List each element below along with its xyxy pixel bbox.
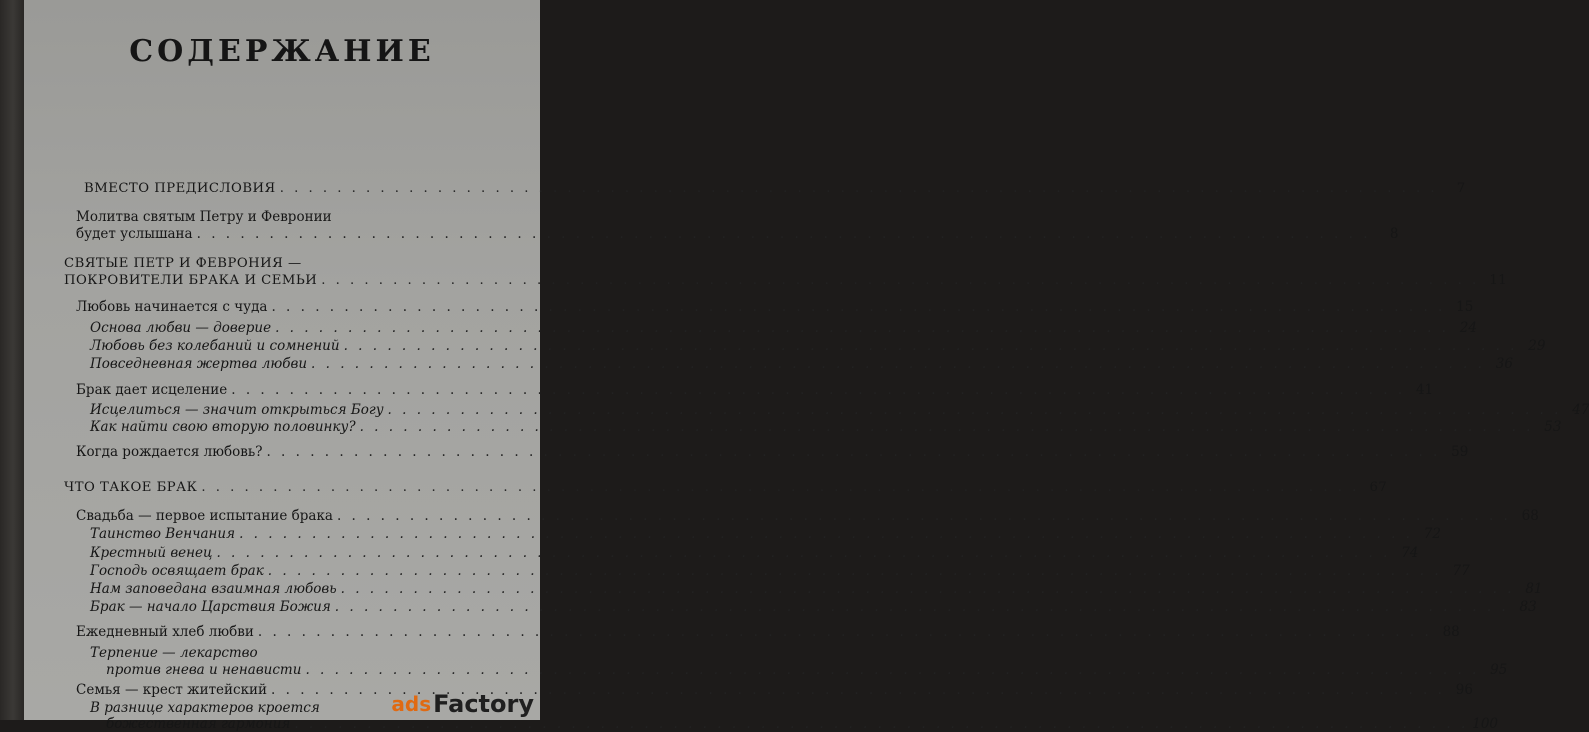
toc-entry bbox=[90, 419, 1562, 435]
toc-leader-dots bbox=[258, 624, 1432, 640]
toc-entry bbox=[106, 716, 1499, 732]
toc-page-number: 72 bbox=[1423, 526, 1441, 542]
toc-entry-label: божественная гармония bbox=[106, 716, 291, 732]
toc-entry bbox=[90, 320, 1477, 336]
toc-page-number: 68 bbox=[1521, 508, 1539, 524]
toc-leader-dots bbox=[294, 716, 1468, 732]
toc-entry bbox=[90, 526, 1441, 542]
toc-entry-label: Свадьба — первое испытание брака bbox=[76, 508, 333, 524]
toc-leader-dots bbox=[275, 320, 1449, 336]
toc-entry-label: ВМЕСТО ПРЕДИСЛОВИЯ bbox=[84, 181, 276, 196]
watermark-factory-text: Factory bbox=[433, 690, 534, 718]
toc-page-number: 53 bbox=[1544, 419, 1562, 435]
toc-entry bbox=[76, 508, 1539, 524]
toc-entry-label: Брак — начало Царствия Божия bbox=[90, 599, 331, 615]
toc-entry-label-line1: В разнице характеров кроется bbox=[90, 700, 320, 716]
toc-page-number: 29 bbox=[1528, 338, 1546, 354]
toc-page-number: 95 bbox=[1490, 662, 1508, 678]
toc-entry bbox=[90, 338, 1546, 354]
toc-page-number: 100 bbox=[1472, 716, 1499, 732]
toc-page-number: 59 bbox=[1451, 444, 1469, 460]
toc-entry-label: Нам заповедана взаимная любовь bbox=[90, 581, 337, 597]
toc-page-number: 24 bbox=[1459, 320, 1477, 336]
toc-entry-label: Таинство Венчания bbox=[90, 526, 236, 542]
toc-page-number: 77 bbox=[1452, 563, 1470, 579]
toc-entry bbox=[90, 581, 1543, 597]
toc-page-number: 41 bbox=[1415, 382, 1434, 398]
toc-entry-label: Брак дает исцеление bbox=[76, 382, 228, 398]
toc-page-number: 8 bbox=[1389, 226, 1399, 242]
toc-page-number: 15 bbox=[1456, 299, 1474, 315]
toc-entry-label: Как найти свою вторую половинку? bbox=[90, 419, 356, 435]
toc-leader-dots bbox=[305, 662, 1479, 678]
toc-entry bbox=[76, 299, 1474, 315]
toc-leader-dots bbox=[388, 402, 1562, 418]
toc-entry-label: ПОКРОВИТЕЛИ БРАКА И СЕМЬИ bbox=[64, 273, 318, 288]
toc-leader-dots bbox=[197, 226, 1371, 242]
toc-entry bbox=[76, 382, 1434, 398]
toc-leader-dots bbox=[341, 581, 1515, 597]
toc-leader-dots bbox=[201, 480, 1359, 495]
toc-entry-label: Повседневная жертва любви bbox=[90, 356, 308, 372]
toc-leader-dots bbox=[360, 419, 1534, 435]
toc-leader-dots bbox=[271, 299, 1445, 315]
toc-entry bbox=[64, 480, 1388, 495]
toc-page-number: 47 bbox=[1572, 402, 1589, 418]
toc-page-number: 67 bbox=[1369, 480, 1388, 495]
toc-entry bbox=[106, 662, 1508, 678]
toc-entry bbox=[76, 624, 1460, 640]
toc-leader-dots bbox=[344, 338, 1518, 354]
toc-entry bbox=[90, 402, 1589, 418]
toc-entry-label: Когда рождается любовь? bbox=[76, 444, 263, 460]
adsfactory-watermark bbox=[391, 690, 534, 718]
watermark-ads-text: ads bbox=[391, 692, 432, 716]
toc-page-number: 83 bbox=[1519, 599, 1537, 615]
toc-entry-label: будет услышана bbox=[76, 226, 193, 242]
toc-entry-label: Господь освящает брак bbox=[90, 563, 264, 579]
book-page bbox=[24, 0, 1589, 732]
toc-entry bbox=[90, 356, 1513, 372]
toc-leader-dots bbox=[311, 356, 1485, 372]
toc-entry bbox=[90, 599, 1537, 615]
toc-entry bbox=[84, 181, 1466, 196]
toc-entry bbox=[64, 273, 1508, 288]
toc-page-number: 96 bbox=[1455, 682, 1473, 698]
toc-entry-label-line1: Молитва святым Петру и Февронии bbox=[76, 209, 332, 225]
toc-page-number: 81 bbox=[1525, 581, 1543, 597]
toc-entry bbox=[76, 444, 1469, 460]
toc-page-number: 7 bbox=[1456, 181, 1466, 196]
toc-leader-dots bbox=[239, 526, 1413, 542]
book-spine-edge bbox=[0, 0, 26, 720]
toc-leader-dots bbox=[268, 563, 1442, 579]
toc-entry-label: Основа любви — доверие bbox=[90, 320, 272, 336]
toc-entry-label-line1: СВЯТЫЕ ПЕТР И ФЕВРОНИЯ — bbox=[64, 256, 302, 271]
toc-entry-label: против гнева и ненависти bbox=[106, 662, 302, 678]
toc-entry-label: Ежедневный хлеб любви bbox=[76, 624, 254, 640]
toc-leader-dots bbox=[280, 181, 1438, 196]
toc-leader-dots bbox=[216, 545, 1390, 561]
toc-page-number: 74 bbox=[1401, 545, 1419, 561]
toc-leader-dots bbox=[337, 508, 1511, 524]
toc-entry bbox=[90, 545, 1419, 561]
page-title: СОДЕРЖАНИЕ bbox=[129, 34, 435, 69]
toc-leader-dots bbox=[321, 273, 1479, 288]
toc-leader-dots bbox=[231, 382, 1405, 398]
toc-entry-label: ЧТО ТАКОЕ БРАК bbox=[64, 480, 198, 495]
toc-leader-dots bbox=[266, 444, 1440, 460]
toc-entry-label: Крестный венец bbox=[90, 545, 213, 561]
toc-entry bbox=[90, 563, 1470, 579]
toc-entry-label: Любовь без колебаний и сомнений bbox=[90, 338, 340, 354]
toc-entry-label: Семья — крест житейский bbox=[76, 682, 268, 698]
toc-entry-label: Исцелиться — значит открыться Богу bbox=[90, 402, 384, 418]
toc-leader-dots bbox=[335, 599, 1509, 615]
toc-entry-label-line1: Терпение — лекарство bbox=[90, 645, 258, 661]
toc-page-number: 36 bbox=[1495, 356, 1513, 372]
toc-page-number: 88 bbox=[1442, 624, 1460, 640]
toc-page-number: 11 bbox=[1489, 273, 1508, 288]
toc-entry-label: Любовь начинается с чуда bbox=[76, 299, 268, 315]
toc-entry bbox=[76, 226, 1399, 242]
